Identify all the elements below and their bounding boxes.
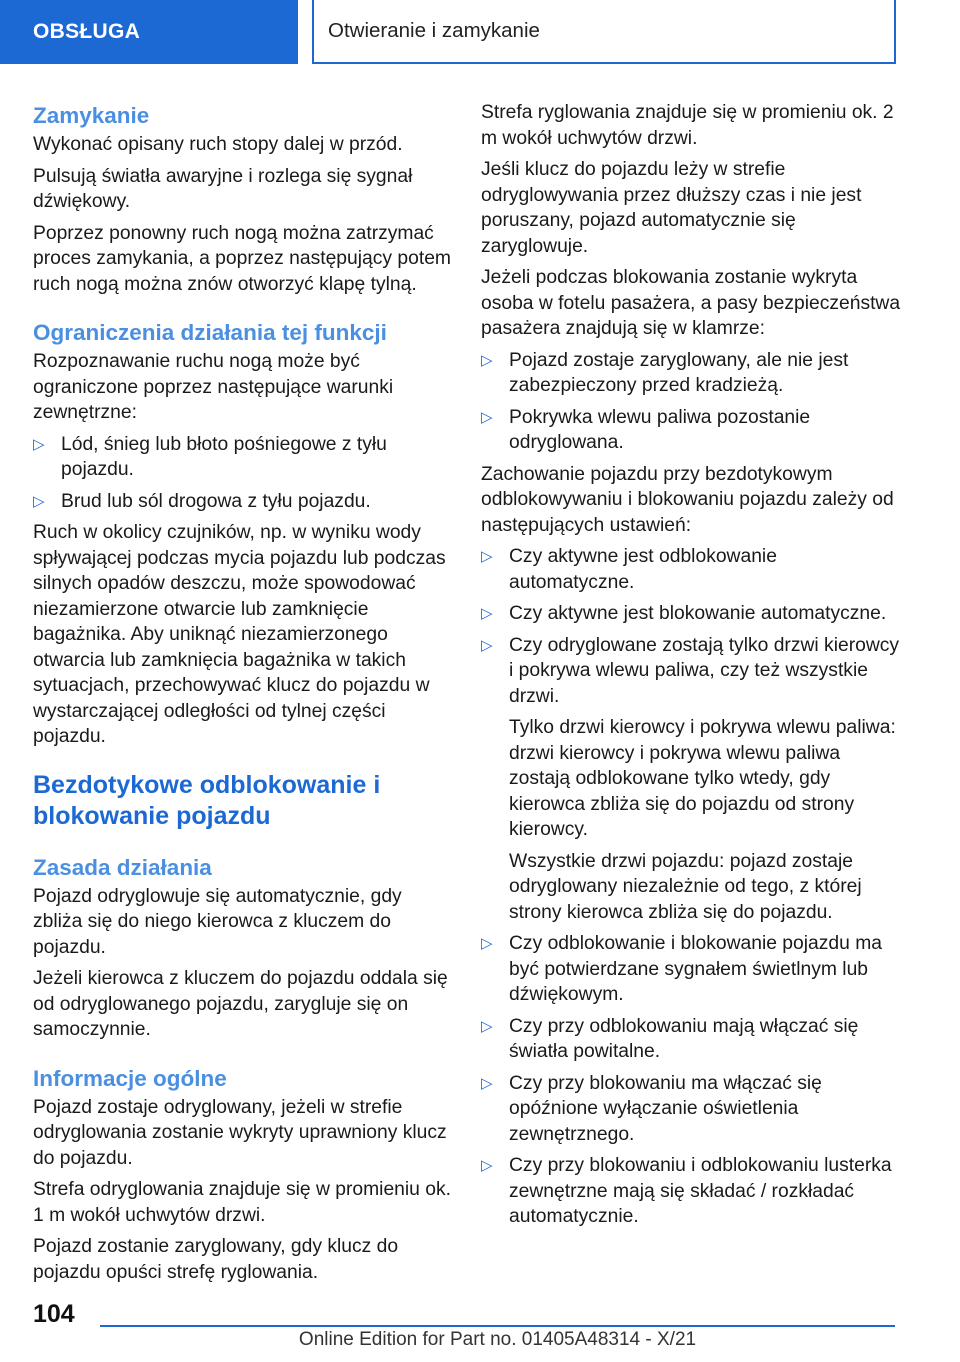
list-item: ▷ Brud lub sól drogowa z tyłu pojazdu. xyxy=(33,489,451,515)
heading-ograniczenia: Ograniczenia działania tej funkcji xyxy=(33,320,387,345)
sub-paragraph: Tylko drzwi kierowcy i pokrywa wlewu paliwa: drzwi kierowcy i pokrywa wlewu paliwa zostają odblokowane tylko wtedy, gdy kierowca zbliża się do pojazdu od strony kierowcy. xyxy=(509,717,896,840)
bullet-list xyxy=(481,544,901,1230)
triangle-bullet-icon: ▷ xyxy=(481,636,493,654)
sub-paragraph: Wszystkie drzwi pojazdu: pojazd zostaje odryglowany niezależnie od tego, z której strony kierowca zbliża się do pojazdu. xyxy=(509,850,862,923)
triangle-bullet-icon: ▷ xyxy=(481,1157,493,1174)
triangle-bullet-icon: ▷ xyxy=(481,605,493,622)
footer-divider xyxy=(100,1325,895,1327)
paragraph: Zachowanie pojazdu przy bezdotykowym odblokowywaniu i blokowaniu pojazdu zależy od następujących ustawień: xyxy=(481,463,894,536)
chapter-title: Otwieranie i zamykanie xyxy=(328,19,540,42)
paragraph: Pojazd zostaje odryglowany, jeżeli w strefie odryglowania zostanie wykryty uprawniony klucz do pojazdu. xyxy=(33,1096,447,1169)
paragraph: Strefa odryglowania znajduje się w promieniu ok. 1 m wokół uchwytów drzwi. xyxy=(33,1179,451,1226)
page-number: 104 xyxy=(33,1300,75,1328)
heading-bezdotykowe: Bezdotykowe odblokowanie i blokowanie pojazdu xyxy=(33,770,381,830)
list-item: ▷ Czy aktywne jest blokowanie automatyczne. xyxy=(481,601,901,627)
triangle-bullet-icon: ▷ xyxy=(481,935,493,952)
chapter-title-box xyxy=(312,0,896,64)
paragraph: Ruch w okolicy czujników, np. w wyniku wody spływającej podczas mycia pojazdu lub podczas silnych opadów deszczu, może spowodować niezamierzone otwarcie lub zamknięcie bagażnika. Aby uniknąć niezamierzonego otwarcia lub zamknięcia bagażnika w takich sytuacjach, przechowywać klucz do pojazdu w wystarczającej odległości od tylnej części pojazdu. xyxy=(33,522,446,747)
section-tab xyxy=(0,0,298,64)
list-item: ▷ Czy przy blokowaniu ma włączać się opóźnione wyłączanie oświetlenia zewnętrznego. xyxy=(481,1072,822,1145)
paragraph: Jeżeli podczas blokowania zostanie wykryta osoba w fotelu pasażera, a pasy bezpieczeństwa pasażera znajdują się w klamrze: xyxy=(481,267,901,339)
footer-edition: Online Edition for Part no. 01405A48314 - X/21 xyxy=(298,1329,697,1350)
list-item: ▷ Czy przy odblokowaniu mają włączać się światła powitalne. xyxy=(481,1015,859,1062)
bullet-list xyxy=(33,432,451,515)
list-item: ▷ Pokrywka wlewu paliwa pozostanie odryglowana. xyxy=(481,406,811,453)
list-item: ▷ Lód, śnieg lub błoto pośniegowe z tyłu pojazdu. xyxy=(33,433,387,480)
section-label: OBSŁUGA xyxy=(33,20,141,43)
bullet-list xyxy=(481,348,901,456)
paragraph: Poprzez ponowny ruch nogą można zatrzymać proces zamykania, a poprzez następujący potem ruch nogą można znów otworzyć klapę tylną. xyxy=(33,222,451,295)
heading-informacje: Informacje ogólne xyxy=(33,1065,227,1091)
paragraph: Wykonać opisany ruch stopy dalej w przód. xyxy=(33,134,403,155)
list-item: ▷ Czy odblokowanie i blokowanie pojazdu ma być potwierdzane sygnałem świetlnym lub dźwiękowym. xyxy=(481,933,882,1005)
heading-zasada: Zasada działania xyxy=(33,854,212,880)
paragraph: Pojazd odryglowuje się automatycznie, gdy zbliża się do niego kierowca z kluczem do pojazdu. xyxy=(33,885,402,958)
triangle-bullet-icon: ▷ xyxy=(481,1017,493,1035)
list-item: ▷ Czy aktywne jest odblokowanie automatyczne. xyxy=(481,546,777,593)
list-item: ▷ Czy przy blokowaniu i odblokowaniu lusterka zewnętrzne mają się składać / rozkładać automatycznie. xyxy=(481,1155,892,1227)
triangle-bullet-icon: ▷ xyxy=(481,408,493,426)
paragraph: Strefa ryglowania znajduje się w promieniu ok. 2 m wokół uchwytów drzwi. xyxy=(481,102,894,149)
paragraph: Pulsują światła awaryjne i rozlega się sygnał dźwiękowy. xyxy=(33,165,413,212)
paragraph: Pojazd zostanie zaryglowany, gdy klucz do pojazdu opuści strefę ryglowania. xyxy=(33,1236,399,1283)
triangle-bullet-icon: ▷ xyxy=(481,548,493,565)
right-column xyxy=(481,100,901,1236)
list-item: ▷ Pojazd zostaje zaryglowany, ale nie jest zabezpieczony przed kradzieżą. xyxy=(481,349,849,396)
list-item: ▷ Czy odryglowane zostają tylko drzwi kierowcy i pokrywa wlewu paliwa, czy też wszystkie drzwi. Tylko drzwi kierowcy i pokrywa wlewu paliwa: drzwi kierowcy i pokrywa wlewu paliwa zostają odblokowane tylko wtedy, gdy kierowca zbliża się do pojazdu od strony kierowcy. Wszystkie drzwi pojazdu: pojazd zostaje odryglowany niezależnie od tego, z której strony kierowca zbliża się do pojazdu. xyxy=(481,633,901,926)
triangle-bullet-icon: ▷ xyxy=(481,351,493,369)
paragraph: Jeśli klucz do pojazdu leży w strefie odryglowywania przez dłuższy czas i nie jest poruszany, pojazd automatycznie się zaryglowuje. xyxy=(481,159,862,257)
paragraph: Jeżeli kierowca z kluczem do pojazdu oddala się od odryglowanego pojazdu, zarygluje się on samoczynnie. xyxy=(33,968,448,1040)
triangle-bullet-icon: ▷ xyxy=(481,1074,493,1092)
triangle-bullet-icon: ▷ xyxy=(33,492,45,510)
triangle-bullet-icon: ▷ xyxy=(33,435,45,453)
heading-zamykanie: Zamykanie xyxy=(33,103,150,128)
left-column xyxy=(33,100,451,1291)
paragraph: Rozpoznawanie ruchu nogą może być ograniczone poprzez następujące warunki zewnętrzne: xyxy=(33,351,394,423)
